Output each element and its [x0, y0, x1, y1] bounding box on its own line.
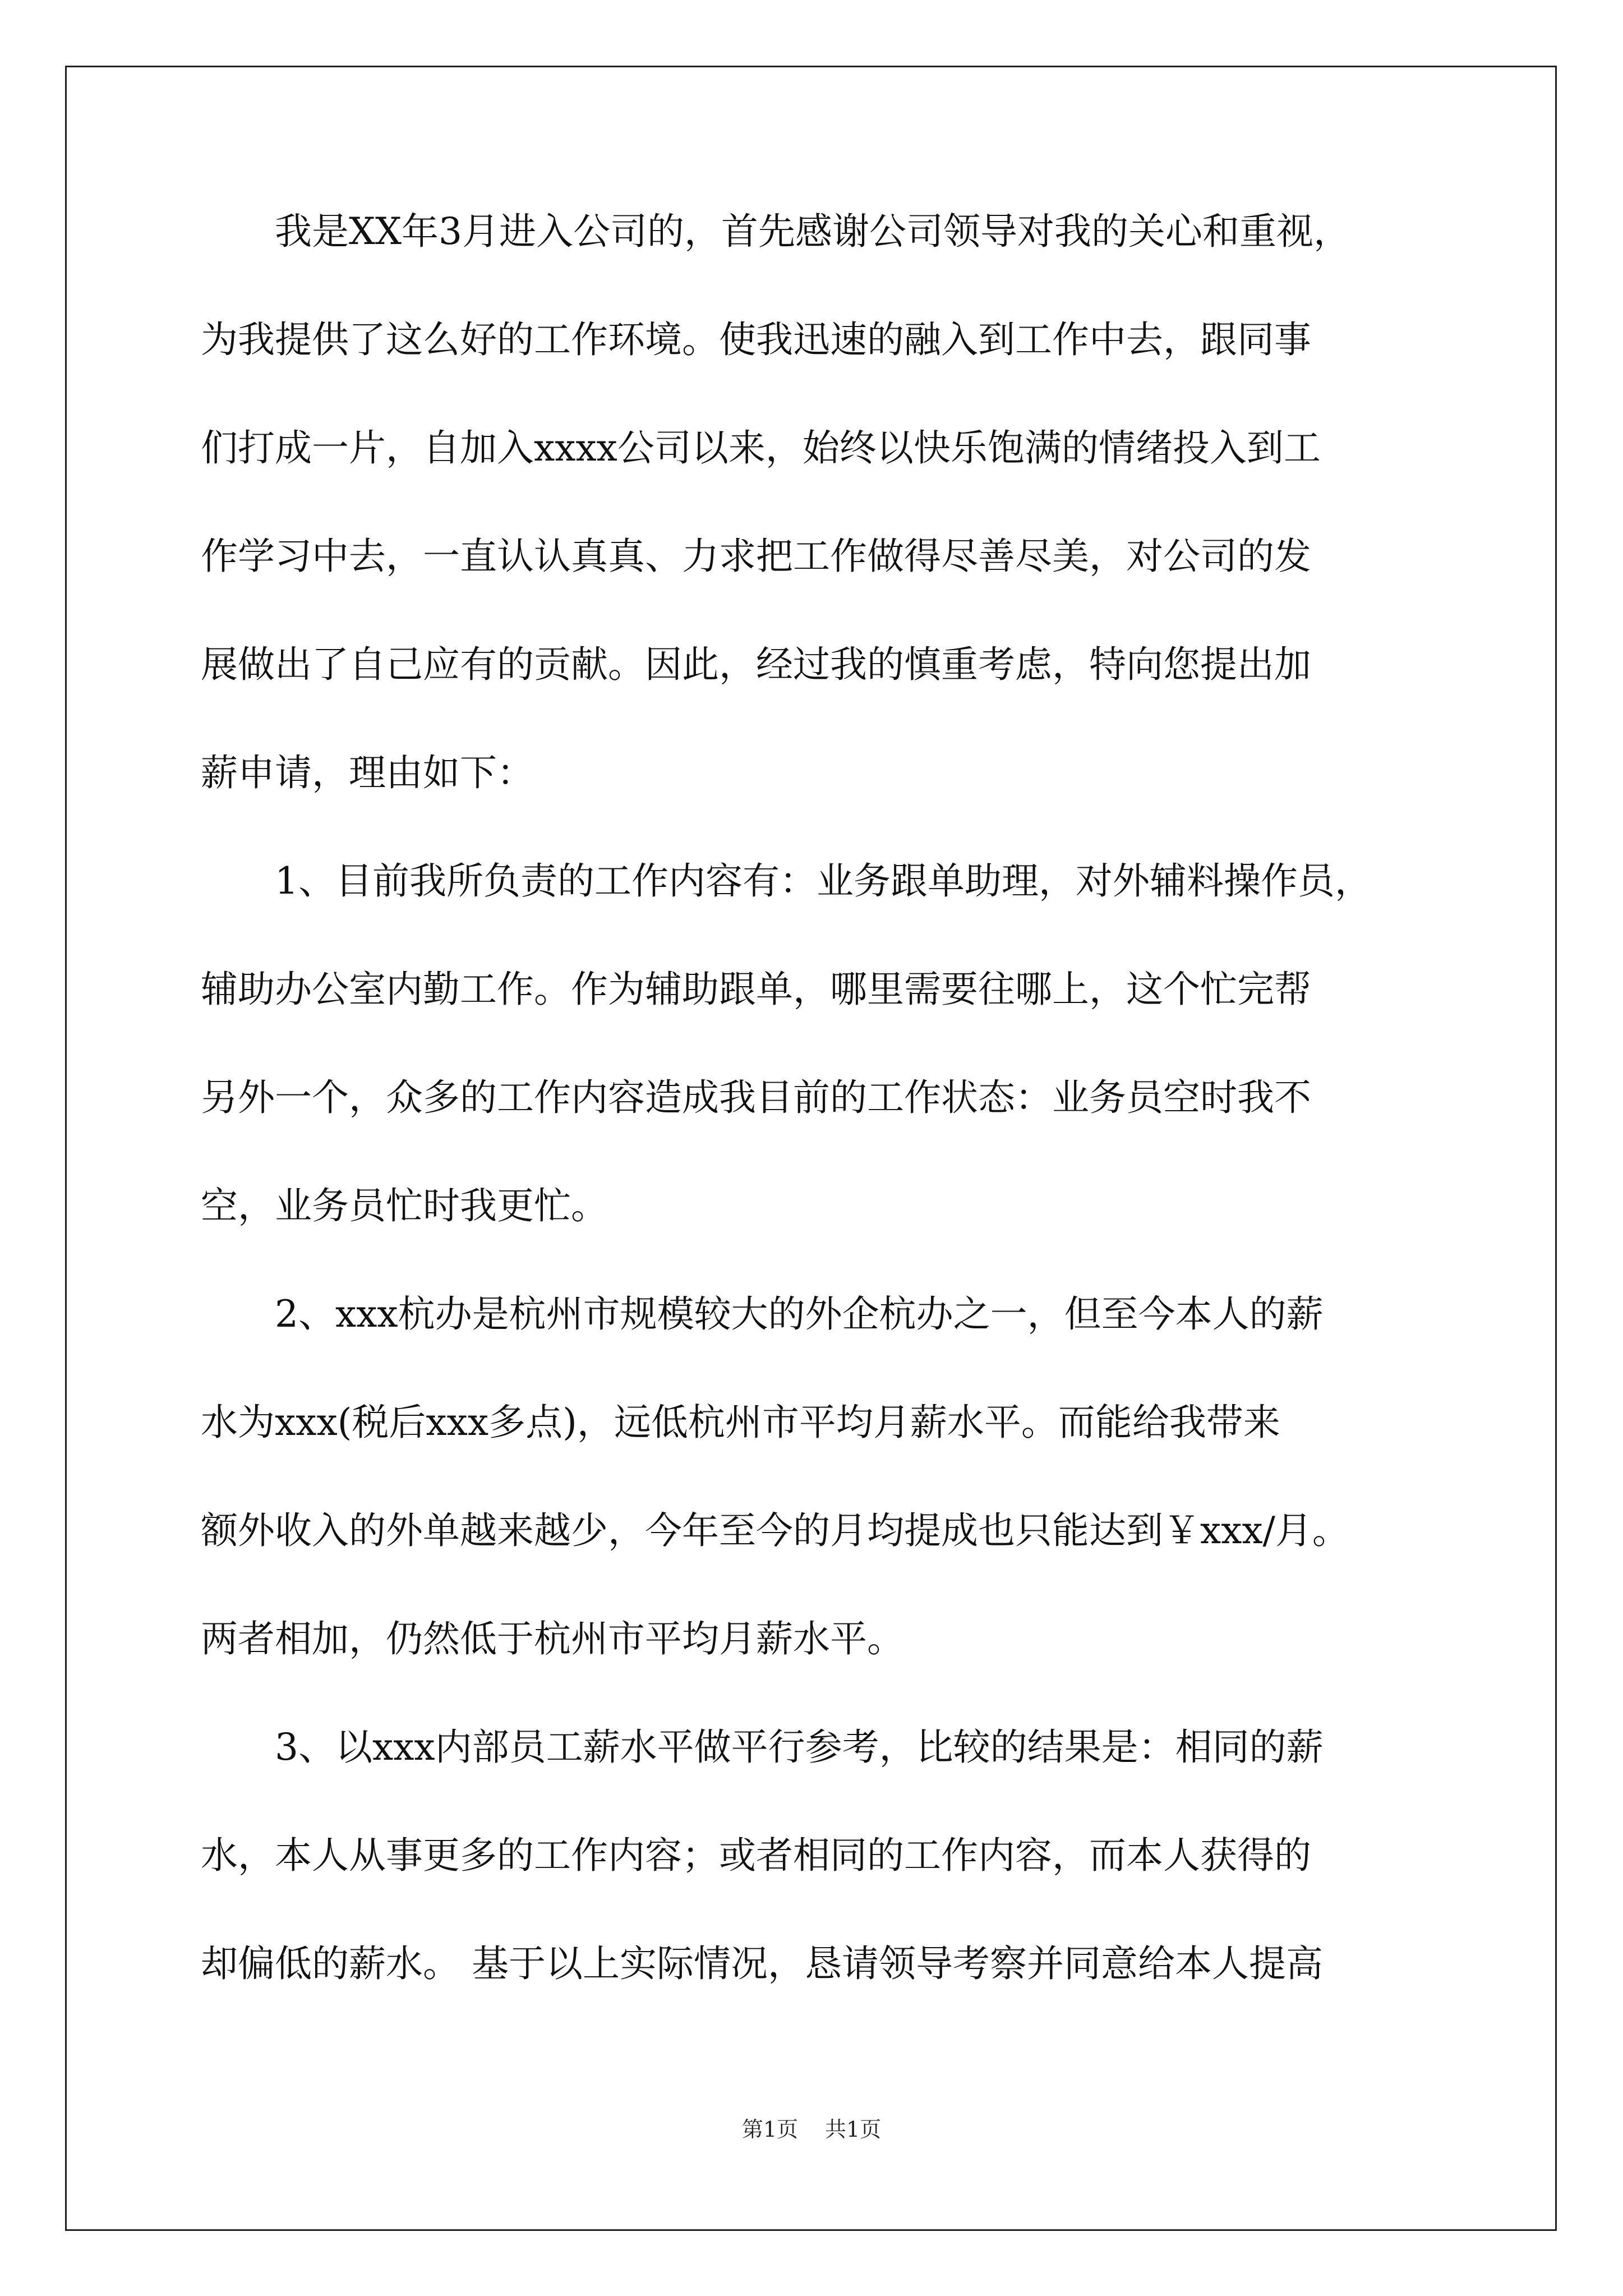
text-line: 为我提供了这么好的工作环境。使我迅速的融入到工作中去，跟同事: [201, 318, 1311, 361]
text-line: 2、xxx杭办是杭州市规模较大的外企杭办之一，但至今本人的薪: [201, 1292, 1324, 1336]
text-line: 3、以xxx内部员工薪水平做平行参考，比较的结果是：相同的薪: [201, 1726, 1324, 1769]
text-line: 作学习中去，一直认认真真、力求把工作做得尽善尽美，对公司的发: [201, 535, 1311, 578]
text-line: 水为xxx(税后xxx多点)，远低杭州市平均月薪水平。而能给我带来: [201, 1401, 1280, 1444]
text-line: 薪申请，理由如下：: [201, 751, 534, 794]
text-line: 水，本人从事更多的工作内容；或者相同的工作内容，而本人获得的: [201, 1834, 1311, 1877]
text-line: 展做出了自己应有的贡献。因此，经过我的慎重考虑，特向您提出加: [201, 643, 1311, 686]
text-line: 却偏低的薪水。 基于以上实际情况，恳请领导考察并同意给本人提高: [201, 1942, 1323, 1985]
text-line: 我是XX年3月进入公司的，首先感谢公司领导对我的关心和重视，: [201, 210, 1350, 253]
page-number-total: 共1页: [825, 2117, 882, 2142]
document-body: [201, 210, 1457, 2064]
text-line: 额外收入的外单越来越少，今年至今的月均提成也只能达到￥xxx/月。: [201, 1509, 1349, 1552]
page-number-current: 第1页: [741, 2117, 798, 2142]
page-footer: [0, 2112, 1623, 2143]
text-line: 空，业务员忙时我更忙。: [201, 1184, 608, 1227]
text-line: 两者相加，仍然低于杭州市平均月薪水平。: [201, 1617, 904, 1660]
text-line: 1、目前我所负责的工作内容有：业务跟单助理，对外辅料操作员，: [201, 859, 1372, 903]
text-line: 辅助办公室内勤工作。作为辅助跟单，哪里需要往哪上，这个忙完帮: [201, 968, 1311, 1011]
text-line: 们打成一片，自加入xxxx公司以来，始终以快乐饱满的情绪投入到工: [201, 426, 1321, 470]
text-line: 另外一个，众多的工作内容造成我目前的工作状态：业务员空时我不: [201, 1076, 1311, 1119]
